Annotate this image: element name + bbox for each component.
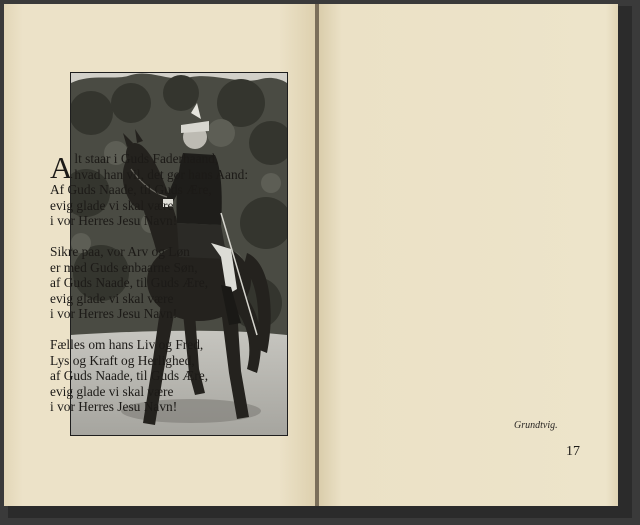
poem-line: lt staar i Guds Faderhaand, [74,151,219,166]
book-gutter [315,4,319,506]
poem-line: evig glade vi skal være [50,383,174,399]
poem-line: er med Guds enbaarne Søn, [50,259,198,275]
poem-line: evig glade vi skal være [50,197,174,213]
poem-line: i vor Herres Jesu Navn! [50,213,178,229]
stanza-3 [50,337,290,415]
poem-line: Af Guds Naade, til Guds Ære, [50,182,212,198]
poem-line: Lys og Kraft og Herlighed, [50,352,195,368]
bleed-through-text [372,70,572,83]
author-signature: Grundtvig. [514,420,558,431]
poem-line: af Guds Naade, til Guds Ære, [50,275,209,291]
poem [50,151,290,430]
poem-line: i vor Herres Jesu Navn! [50,306,178,322]
page-number: 17 [566,444,580,459]
poem-line: hvad han vil, det gør hans Aand: [74,166,249,182]
drop-cap: A [50,150,73,185]
poem-line: i vor Herres Jesu Navn! [50,399,178,415]
poem-line: evig glade vi skal være [50,290,174,306]
poem-line: Fælles om hans Liv og Fred, [50,336,204,352]
poem-line: af Guds Naade, til Guds Ære, [50,368,209,384]
stanza-2 [50,244,290,322]
stanza-1 [50,151,290,229]
poem-line: Sikre paa, vor Arv og Løn [50,243,190,259]
